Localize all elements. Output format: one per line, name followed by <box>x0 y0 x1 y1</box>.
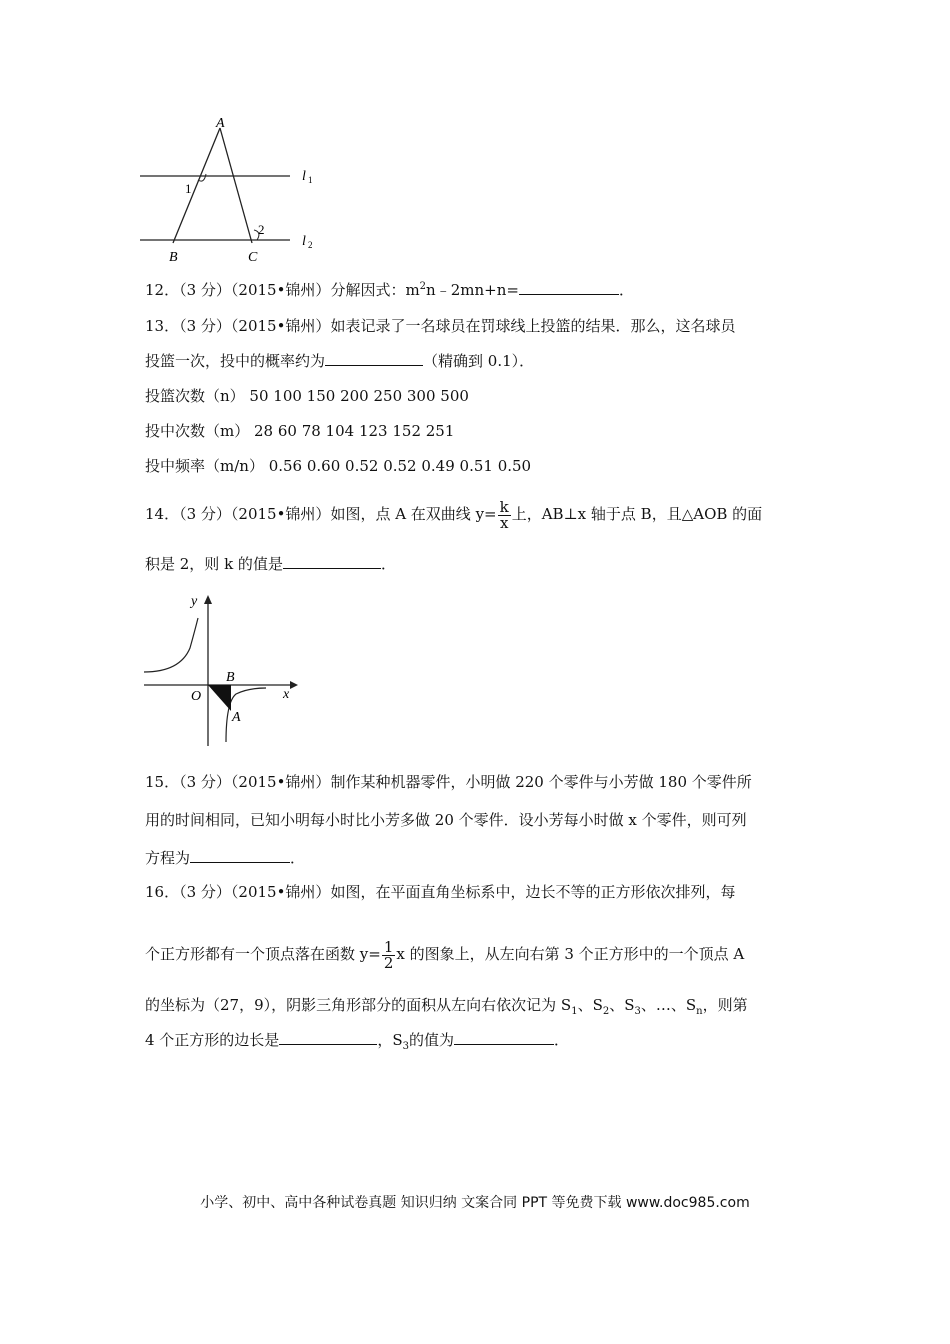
label-l1-sub: 1 <box>308 175 313 185</box>
q15-line1: 制作某种机器零件，小明做 220 个零件与小芳做 180 个零件所 <box>330 773 752 791</box>
q15-answer-blank <box>190 848 290 863</box>
label-B: B <box>169 250 178 265</box>
q13-table-row-1: 投篮次数（n） 50 100 150 200 250 300 500 <box>145 387 469 405</box>
q13-line2-a: 投篮一次，投中的概率约为 <box>145 352 326 370</box>
q13-answer-blank <box>325 351 423 366</box>
q16-s1-sub: 1 <box>571 1006 578 1017</box>
label-B: B <box>226 670 235 685</box>
q14-frac-den: x <box>499 513 509 532</box>
q12-sup: 2 <box>419 281 427 292</box>
q16-line1: 如图，在平面直角坐标系中，边长不等的正方形依次排列，每 <box>330 883 736 901</box>
segment-AC <box>220 128 252 243</box>
q16-line4-c: 的值为 <box>408 1031 454 1049</box>
figure-hyperbola <box>140 590 310 750</box>
q16-line3-b: 、…、S <box>640 996 697 1014</box>
q14-text-a: 如图，点 A 在双曲线 y= <box>330 505 497 523</box>
q12-end: ． <box>618 281 634 299</box>
segment-AB <box>173 128 220 243</box>
q12-text-b: n﹣2mn+n= <box>426 281 519 299</box>
q16-line4 <box>145 1030 569 1050</box>
x-axis-arrow <box>290 681 298 689</box>
q15-line2: 用的时间相同，已知小明每小时比小芳多做 20 个零件．设小芳每小时做 x 个零件，则可列 <box>145 811 747 829</box>
q16-s2-sub: 2 <box>602 1006 610 1017</box>
q16-line4-sub: 3 <box>402 1041 409 1052</box>
q14-end: ． <box>380 555 396 573</box>
q13-line2 <box>145 351 534 371</box>
q14-line2 <box>145 554 396 574</box>
q16-answer-blank-2 <box>454 1030 554 1045</box>
label-l1: l <box>302 169 306 184</box>
q16-number: 16． <box>145 883 180 901</box>
label-l2-sub: 2 <box>308 240 313 250</box>
label-A: A <box>216 116 225 131</box>
question-13 <box>145 316 735 336</box>
q13-source: （2015•锦州） <box>230 317 331 335</box>
q15-number: 15． <box>145 773 180 791</box>
q13-line1: 如表记录了一名球员在罚球线上投篮的结果．那么，这名球员 <box>330 317 736 335</box>
q16-line4-b: ，S <box>377 1031 403 1049</box>
q14-frac-num: k <box>499 497 509 516</box>
q16-line2-a: 个正方形都有一个顶点落在函数 y= <box>145 945 381 963</box>
q16-sep1: 、S <box>577 996 603 1014</box>
question-12 <box>145 280 634 300</box>
page-footer: 小学、初中、高中各种试卷真题 知识归纳 文案合同 PPT 等免费下载 www.doc985.com <box>200 1195 750 1211</box>
label-l2: l <box>302 234 306 249</box>
q12-answer-blank <box>519 280 619 295</box>
q15-line3 <box>145 848 305 868</box>
label-O: O <box>191 689 202 704</box>
label-y: y <box>191 594 198 609</box>
q15-line3-a: 方程为 <box>145 849 191 867</box>
q16-s3-sub: 3 <box>634 1006 641 1017</box>
q14-line2-a: 积是 2，则 k 的值是 <box>145 555 283 573</box>
q16-line3-a: 的坐标为（27，9），阴影三角形部分的面积从左向右依次记为 S <box>145 996 572 1014</box>
q13-number: 13． <box>145 317 180 335</box>
q16-line3 <box>145 995 748 1015</box>
q16-source: （2015•锦州） <box>230 883 331 901</box>
q13-score: （3 分） <box>179 317 231 335</box>
q16-frac-den: 2 <box>383 953 394 972</box>
question-15 <box>145 772 752 792</box>
label-x: x <box>283 687 290 702</box>
q13-table-row-3: 投中频率（m/n） 0.56 0.60 0.52 0.52 0.49 0.51 0.50 <box>145 457 532 475</box>
q16-line4-a: 4 个正方形的边长是 <box>145 1031 280 1049</box>
label-A: A <box>232 710 241 725</box>
q14-score: （3 分） <box>179 505 231 523</box>
q12-text-a: 分解因式：m <box>330 281 420 299</box>
q14-fraction <box>498 497 511 532</box>
label-angle-2: 2 <box>258 222 265 237</box>
q16-score: （3 分） <box>179 883 231 901</box>
q15-score: （3 分） <box>179 773 231 791</box>
q16-end: ． <box>553 1031 569 1049</box>
q16-line3-c: ，则第 <box>702 996 748 1014</box>
q14-source: （2015•锦州） <box>230 505 331 523</box>
q13-line2-b: （精确到 0.1）． <box>423 352 535 370</box>
figure-parallel-lines <box>140 110 330 265</box>
label-C: C <box>248 250 258 265</box>
y-axis-arrow <box>204 595 212 604</box>
triangle-AOB <box>208 685 231 711</box>
q16-frac-num: 1 <box>383 937 394 956</box>
q15-end: ． <box>290 849 306 867</box>
q16-answer-blank-1 <box>279 1030 377 1045</box>
q13-table-row-2: 投中次数（m） 28 60 78 104 123 152 251 <box>145 422 455 440</box>
q14-text-b: 上，AB⊥x 轴于点 B，且△AOB 的面 <box>511 505 763 523</box>
question-16 <box>145 882 735 902</box>
q16-sn-sub: n <box>696 1006 703 1017</box>
q14-number: 14． <box>145 505 180 523</box>
hyperbola-branch-left <box>144 618 198 672</box>
question-14 <box>145 496 762 532</box>
q12-score: （3 分） <box>179 281 231 299</box>
q16-sep2: 、S <box>609 996 635 1014</box>
q15-source: （2015•锦州） <box>230 773 331 791</box>
q16-fraction <box>382 937 396 972</box>
q16-line2-b: x 的图象上，从左向右第 3 个正方形中的一个顶点 A <box>396 945 745 963</box>
q14-answer-blank <box>283 554 381 569</box>
q16-line2 <box>145 936 744 972</box>
label-angle-1: 1 <box>185 181 192 196</box>
q12-source: （2015•锦州） <box>230 281 331 299</box>
q12-number: 12． <box>145 281 180 299</box>
